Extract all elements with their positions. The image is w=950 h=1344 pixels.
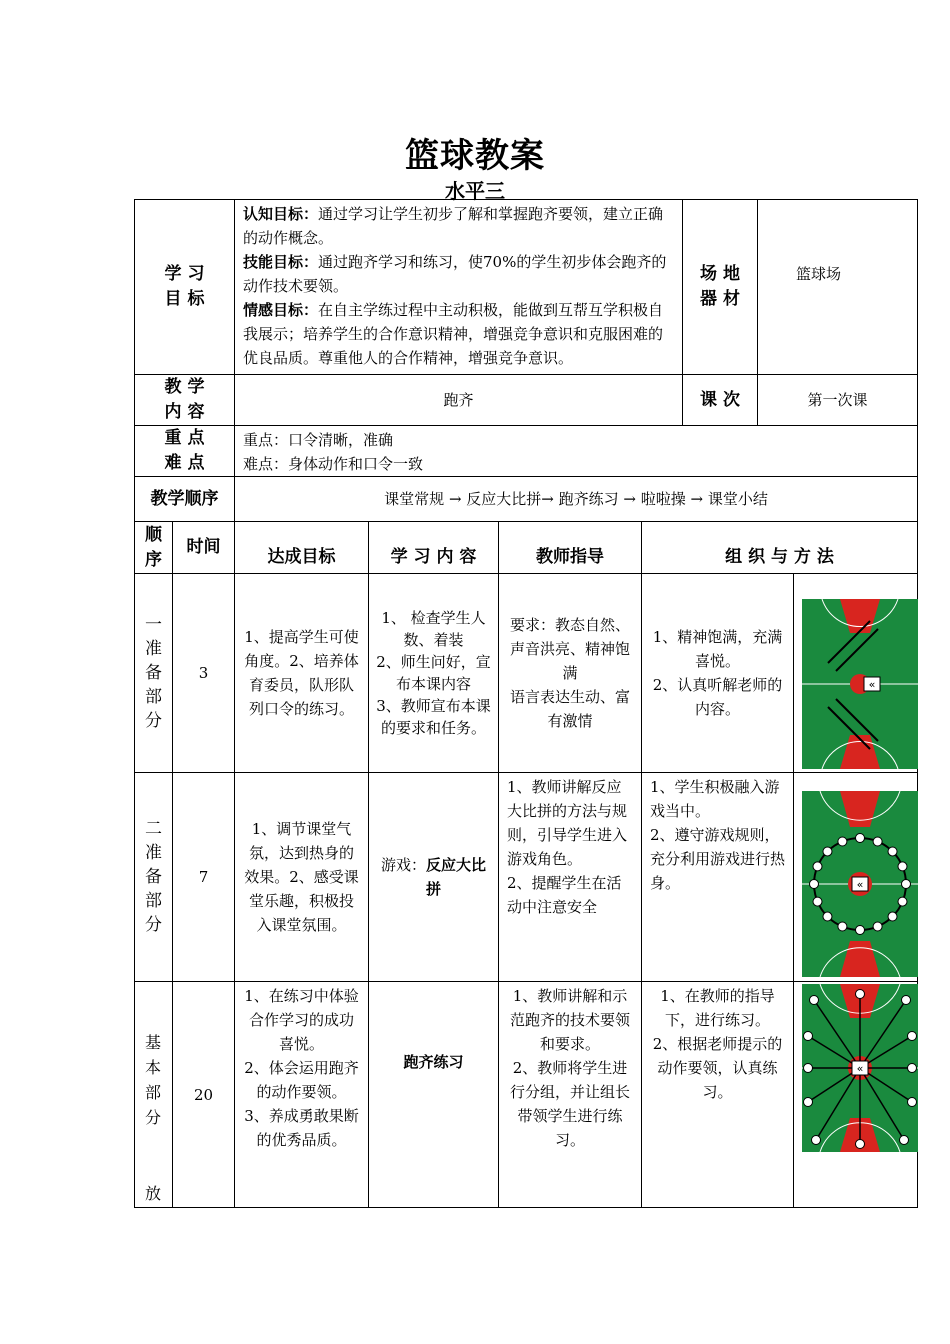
row1-content: 1、 检查学生人数、着装 2、师生问好，宣布本课内容 3、教师宣布本课的要求和任务。 [368, 573, 499, 773]
row2-teacher: 1、教师讲解反应大比拼的方法与规则，引导学生进入游戏角色。 2、提醒学生在活动中注意安全 [498, 772, 642, 982]
teacher-arrow-icon: « [868, 678, 876, 691]
skill-objective: 技能目标：通过跑齐学习和练习，使70%的学生初步体会跑齐的动作技术要领。 [243, 253, 667, 295]
row3-content: 跑齐练习 [368, 981, 499, 1208]
student-marker [856, 926, 865, 935]
row3-order: 基本部分 放 [134, 981, 173, 1208]
student-marker [838, 837, 847, 846]
emotion-objective: 情感目标：在自主学练过程中主动积极，能做到互帮互学积极自我展示；培养学生的合作意识精神，增强竞争意识和克服困难的优良品质。尊重他人的合作精神，增强竞争意识。 [243, 301, 664, 367]
col-content: 学 习 内 容 [368, 521, 499, 574]
sequence-label: 教学顺序 [134, 476, 235, 522]
court-diagram-circle [802, 791, 918, 977]
content-value: 跑齐 [234, 374, 683, 426]
col-goal: 达成目标 [234, 521, 369, 574]
col-order: 顺序 [134, 521, 173, 574]
row1-teacher: 要求：教态自然、声音洪亮、精神饱满 语言表达生动、富有激情 [498, 573, 642, 773]
objectives-content [234, 199, 683, 375]
row1-time: 3 [172, 573, 235, 773]
page-title: 篮球教案 [405, 136, 545, 176]
student-marker [812, 1136, 821, 1145]
row2-order: 二准备部分 [134, 772, 173, 982]
student-marker [873, 922, 882, 931]
teacher-arrow-icon: « [856, 878, 864, 891]
row3-goal: 1、在练习中体验合作学习的成功喜悦。 2、体会运用跑齐的动作要领。 3、养成勇敢果断的优秀品质。 [234, 981, 369, 1208]
cognitive-objective: 认知目标：通过学习让学生初步了解和掌握跑齐要领，建立正确的动作概念。 [243, 205, 664, 247]
row3-organize: 1、在教师的指导下，进行练习。 2、根据老师提示的动作要领，认真练习。 [641, 981, 794, 1208]
lesson-label: 课 次 [682, 374, 758, 426]
student-marker [898, 862, 907, 871]
court-diagram-radial [802, 984, 918, 1152]
student-marker [823, 847, 832, 856]
keypoints-label: 重 点 难 点 [134, 425, 235, 477]
student-marker [902, 996, 911, 1005]
key-point: 重点：口令清晰，准确 [243, 431, 394, 449]
row1-organize: 1、精神饱满，充满喜悦。 2、认真听解老师的内容。 [641, 573, 794, 773]
court-diagram-lines [802, 599, 918, 769]
lesson-value: 第一次课 [757, 374, 918, 426]
objectives-label: 学 习 目 标 [134, 199, 235, 375]
student-marker [873, 837, 882, 846]
student-marker [804, 1098, 813, 1107]
venue-value: 篮球场 [757, 199, 918, 375]
teacher-arrow-icon: « [856, 1062, 864, 1075]
student-marker [888, 847, 897, 856]
student-marker [902, 880, 911, 889]
venue-label: 场 地 器 材 [682, 199, 758, 375]
row3-diagram-cell [793, 981, 918, 1208]
student-marker [810, 880, 819, 889]
col-time: 时间 [172, 521, 235, 574]
row2-organize: 1、学生积极融入游戏当中。 2、遵守游戏规则，充分利用游戏进行热身。 [641, 772, 794, 982]
keypoints-content [234, 425, 918, 477]
row3-time: 20 [172, 981, 235, 1208]
student-marker [823, 912, 832, 921]
col-teacher: 教师指导 [498, 521, 642, 574]
student-marker [900, 1136, 909, 1145]
student-marker [908, 1064, 917, 1073]
student-marker [813, 862, 822, 871]
student-marker [813, 897, 822, 906]
student-marker [856, 834, 865, 843]
student-marker [810, 996, 819, 1005]
row2-goal: 1、调节课堂气氛，达到热身的效果。2、感受课堂乐趣，积极投入课堂氛围。 [234, 772, 369, 982]
row2-time: 7 [172, 772, 235, 982]
row2-content: 游戏：反应大比拼 [368, 772, 499, 982]
difficult-point: 难点：身体动作和口令一致 [243, 455, 424, 473]
student-marker [888, 912, 897, 921]
sequence-value: 课堂常规 → 反应大比拼→ 跑齐练习 → 啦啦操 → 课堂小结 [234, 476, 918, 522]
row3-teacher: 1、教师讲解和示范跑齐的技术要领和要求。 2、教师将学生进行分组，并让组长带领学生进行练习。 [498, 981, 642, 1208]
student-marker [908, 1032, 917, 1041]
row1-order: 一准备部分 [134, 573, 173, 773]
student-marker [804, 1032, 813, 1041]
content-label: 教 学 内 容 [134, 374, 235, 426]
student-marker [856, 1140, 865, 1149]
student-marker [838, 922, 847, 931]
student-marker [856, 990, 865, 999]
student-marker [908, 1098, 917, 1107]
row1-diagram-cell [793, 573, 918, 773]
col-organize: 组 织 与 方 法 [641, 521, 918, 574]
student-marker [804, 1064, 813, 1073]
student-marker [898, 897, 907, 906]
page-subtitle: 水平三 [445, 179, 505, 203]
row1-goal: 1、提高学生可使角度。2、培养体育委员，队形队列口令的练习。 [234, 573, 369, 773]
row2-diagram-cell [793, 772, 918, 982]
